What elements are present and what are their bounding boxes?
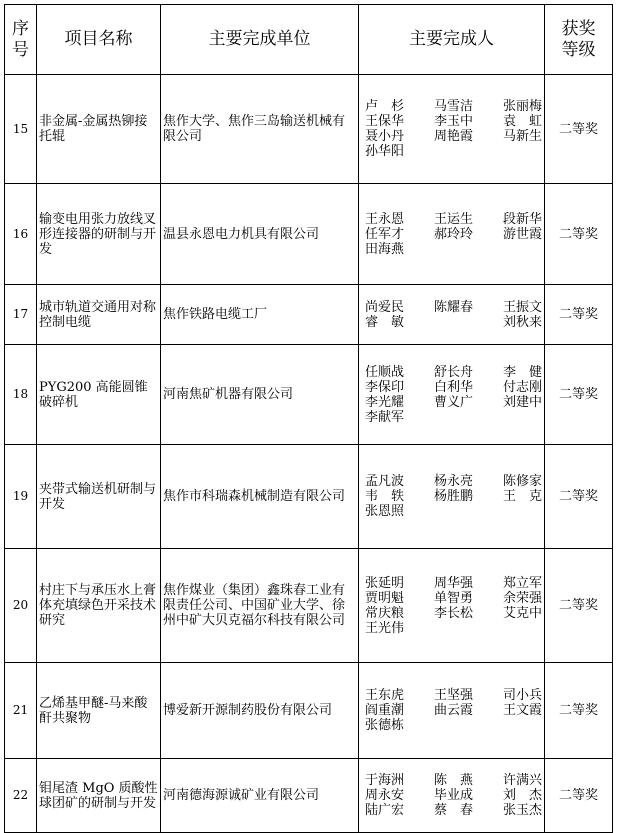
people-line — [365, 242, 542, 257]
person-name: 周艳霞 — [433, 129, 473, 144]
row-number: 18 — [5, 345, 37, 445]
person-name: 王东虎 — [365, 688, 405, 703]
people-line — [365, 788, 542, 803]
people-line — [365, 365, 542, 380]
table-row — [5, 663, 613, 759]
row-number: 21 — [5, 663, 37, 759]
person-name: 李献军 — [365, 409, 405, 425]
award-level: 二等奖 — [545, 549, 613, 663]
person-name: 游世霞 — [502, 226, 542, 242]
people-line — [365, 300, 542, 315]
table-row — [5, 759, 613, 833]
project-name: PYG200 高能圆锥破碎机 — [37, 345, 161, 445]
project-name: 乙烯基甲醚-马来酸酐共聚物 — [37, 663, 161, 759]
table-row — [5, 445, 613, 549]
header-row — [5, 5, 613, 75]
person-name: 郑立军 — [502, 575, 542, 591]
row-number: 22 — [5, 759, 37, 833]
person-name: 王文霞 — [502, 703, 542, 718]
award-level: 二等奖 — [545, 759, 613, 833]
people-line — [365, 803, 542, 818]
person-name: 袁 虹 — [502, 114, 542, 129]
table-row — [5, 285, 613, 345]
person-name: 段新华 — [502, 211, 542, 227]
people-line — [365, 212, 542, 227]
header-award-line-1: 获奖 — [561, 18, 596, 39]
person-name: 李玉中 — [433, 114, 473, 129]
person-name: 张德栋 — [365, 718, 405, 733]
person-name: 白利华 — [433, 379, 473, 395]
completion-people — [359, 663, 545, 759]
person-name: 韦 轶 — [365, 489, 405, 504]
completion-people — [359, 184, 545, 285]
header-award-line-2: 等级 — [561, 39, 596, 60]
people-line — [365, 606, 542, 621]
person-name: 王坚强 — [433, 688, 473, 703]
person-name: 任军才 — [365, 226, 405, 242]
person-name: 任顺战 — [365, 364, 405, 380]
person-name: 田海燕 — [365, 241, 405, 257]
award-level: 二等奖 — [545, 184, 613, 285]
people-line — [365, 688, 542, 703]
people-line — [365, 489, 542, 504]
person-name: 李 健 — [502, 364, 542, 380]
row-number: 17 — [5, 285, 37, 345]
people-line — [365, 395, 542, 410]
completion-unit: 博爱新开源制药股份有限公司 — [161, 663, 359, 759]
person-name: 杨胜鹏 — [433, 489, 473, 504]
completion-people — [359, 759, 545, 833]
row-number: 15 — [5, 75, 37, 184]
person-name: 李光耀 — [365, 394, 405, 410]
person-name: 张玉杰 — [502, 803, 542, 818]
people-line — [365, 621, 542, 636]
person-name: 孙华阳 — [365, 144, 405, 159]
person-name: 曹义广 — [433, 394, 473, 410]
person-name: 陈耀春 — [433, 299, 473, 315]
person-name: 付志刚 — [502, 379, 542, 395]
people-line — [365, 504, 542, 519]
project-name: 村庄下与承压水上膏体充填绿色开采技术研究 — [37, 549, 161, 663]
project-name: 夹带式输送机研制与开发 — [37, 445, 161, 549]
person-name: 孟凡波 — [365, 474, 405, 489]
completion-unit: 温县永恩电力机具有限公司 — [161, 184, 359, 285]
person-name: 尚爱民 — [365, 299, 405, 315]
person-name: 王保华 — [365, 114, 405, 129]
completion-unit: 焦作煤业（集团）鑫珠春工业有限责任公司、中国矿业大学、徐州中矿大贝克福尔科技有限公司 — [161, 549, 359, 663]
person-name: 贾明魁 — [365, 590, 405, 606]
row-number: 19 — [5, 445, 37, 549]
person-name: 杨永亮 — [433, 474, 473, 489]
people-line — [365, 576, 542, 591]
table-row — [5, 75, 613, 184]
person-name: 周永安 — [365, 788, 405, 803]
person-name: 毕业成 — [433, 788, 473, 803]
person-name: 于海洲 — [365, 773, 405, 788]
people-line — [365, 144, 542, 159]
table-row — [5, 184, 613, 285]
person-name: 郝玲玲 — [433, 226, 473, 242]
person-name: 陈修家 — [502, 474, 542, 489]
award-level: 二等奖 — [545, 75, 613, 184]
person-name: 王运生 — [433, 211, 473, 227]
person-name: 王 克 — [502, 489, 542, 504]
header-unit: 主要完成单位 — [161, 5, 359, 75]
person-name: 余荣强 — [502, 590, 542, 606]
project-name: 钼尾渣 MgO 质酸性球团矿的研制与开发 — [37, 759, 161, 833]
person-name: 卢 杉 — [365, 99, 405, 114]
people-line — [365, 315, 542, 330]
completion-people — [359, 445, 545, 549]
completion-unit: 焦作大学、焦作三岛输送机械有限公司 — [161, 75, 359, 184]
row-number: 20 — [5, 549, 37, 663]
people-line — [365, 718, 542, 733]
award-level: 二等奖 — [545, 285, 613, 345]
header-seq-line-1: 序 — [12, 18, 29, 39]
row-number: 16 — [5, 184, 37, 285]
person-name: 刘建中 — [502, 394, 542, 410]
completion-people — [359, 549, 545, 663]
people-line — [365, 380, 542, 395]
people-line — [365, 227, 542, 242]
person-name: 陈 燕 — [433, 773, 473, 788]
person-name: 李保印 — [365, 379, 405, 395]
completion-people — [359, 285, 545, 345]
person-name: 蔡 春 — [433, 803, 473, 818]
person-name: 阎重潮 — [365, 703, 405, 718]
person-name: 马新生 — [502, 129, 542, 144]
person-name: 睿 敏 — [365, 314, 405, 330]
person-name: 王振文 — [502, 299, 542, 315]
person-name: 张延明 — [365, 575, 405, 591]
project-name: 非金属-金属热铆接托辊 — [37, 75, 161, 184]
completion-people — [359, 345, 545, 445]
person-name: 舒长舟 — [433, 364, 473, 380]
table-body — [5, 75, 613, 833]
person-name: 司小兵 — [502, 688, 542, 703]
completion-unit: 焦作市科瑞森机械制造有限公司 — [161, 445, 359, 549]
person-name: 李长松 — [433, 605, 473, 621]
person-name: 张丽梅 — [502, 99, 542, 114]
person-name: 聂小丹 — [365, 129, 405, 144]
table-row — [5, 549, 613, 663]
people-line — [365, 129, 542, 144]
completion-people — [359, 75, 545, 184]
people-line — [365, 591, 542, 606]
person-name: 许满兴 — [502, 773, 542, 788]
person-name: 陆广宏 — [365, 803, 405, 818]
person-name: 张恩照 — [365, 504, 405, 519]
header-award — [545, 5, 613, 75]
awards-table — [4, 4, 613, 833]
table-row — [5, 345, 613, 445]
header-seq-line-2: 号 — [12, 39, 29, 60]
people-line — [365, 703, 542, 718]
people-line — [365, 773, 542, 788]
people-line — [365, 99, 542, 114]
completion-unit: 焦作铁路电缆工厂 — [161, 285, 359, 345]
person-name: 刘秋来 — [502, 314, 542, 330]
completion-unit: 河南德海源诚矿业有限公司 — [161, 759, 359, 833]
person-name: 曲云霞 — [433, 703, 473, 718]
award-level: 二等奖 — [545, 345, 613, 445]
person-name: 常庆粮 — [365, 605, 405, 621]
project-name: 输变电用张力放线叉形连接器的研制与开发 — [37, 184, 161, 285]
person-name: 王永恩 — [365, 211, 405, 227]
person-name: 周华强 — [433, 575, 473, 591]
person-name: 马雪洁 — [433, 99, 473, 114]
project-name: 城市轨道交通用对称控制电缆 — [37, 285, 161, 345]
completion-unit: 河南焦矿机器有限公司 — [161, 345, 359, 445]
header-people: 主要完成人 — [359, 5, 545, 75]
person-name: 刘 杰 — [502, 788, 542, 803]
person-name: 单智勇 — [433, 590, 473, 606]
header-seq — [5, 5, 37, 75]
award-level: 二等奖 — [545, 663, 613, 759]
people-line — [365, 474, 542, 489]
people-line — [365, 410, 542, 425]
header-project: 项目名称 — [37, 5, 161, 75]
person-name: 艾克中 — [502, 605, 542, 621]
award-level: 二等奖 — [545, 445, 613, 549]
people-line — [365, 114, 542, 129]
person-name: 王光伟 — [365, 620, 405, 636]
